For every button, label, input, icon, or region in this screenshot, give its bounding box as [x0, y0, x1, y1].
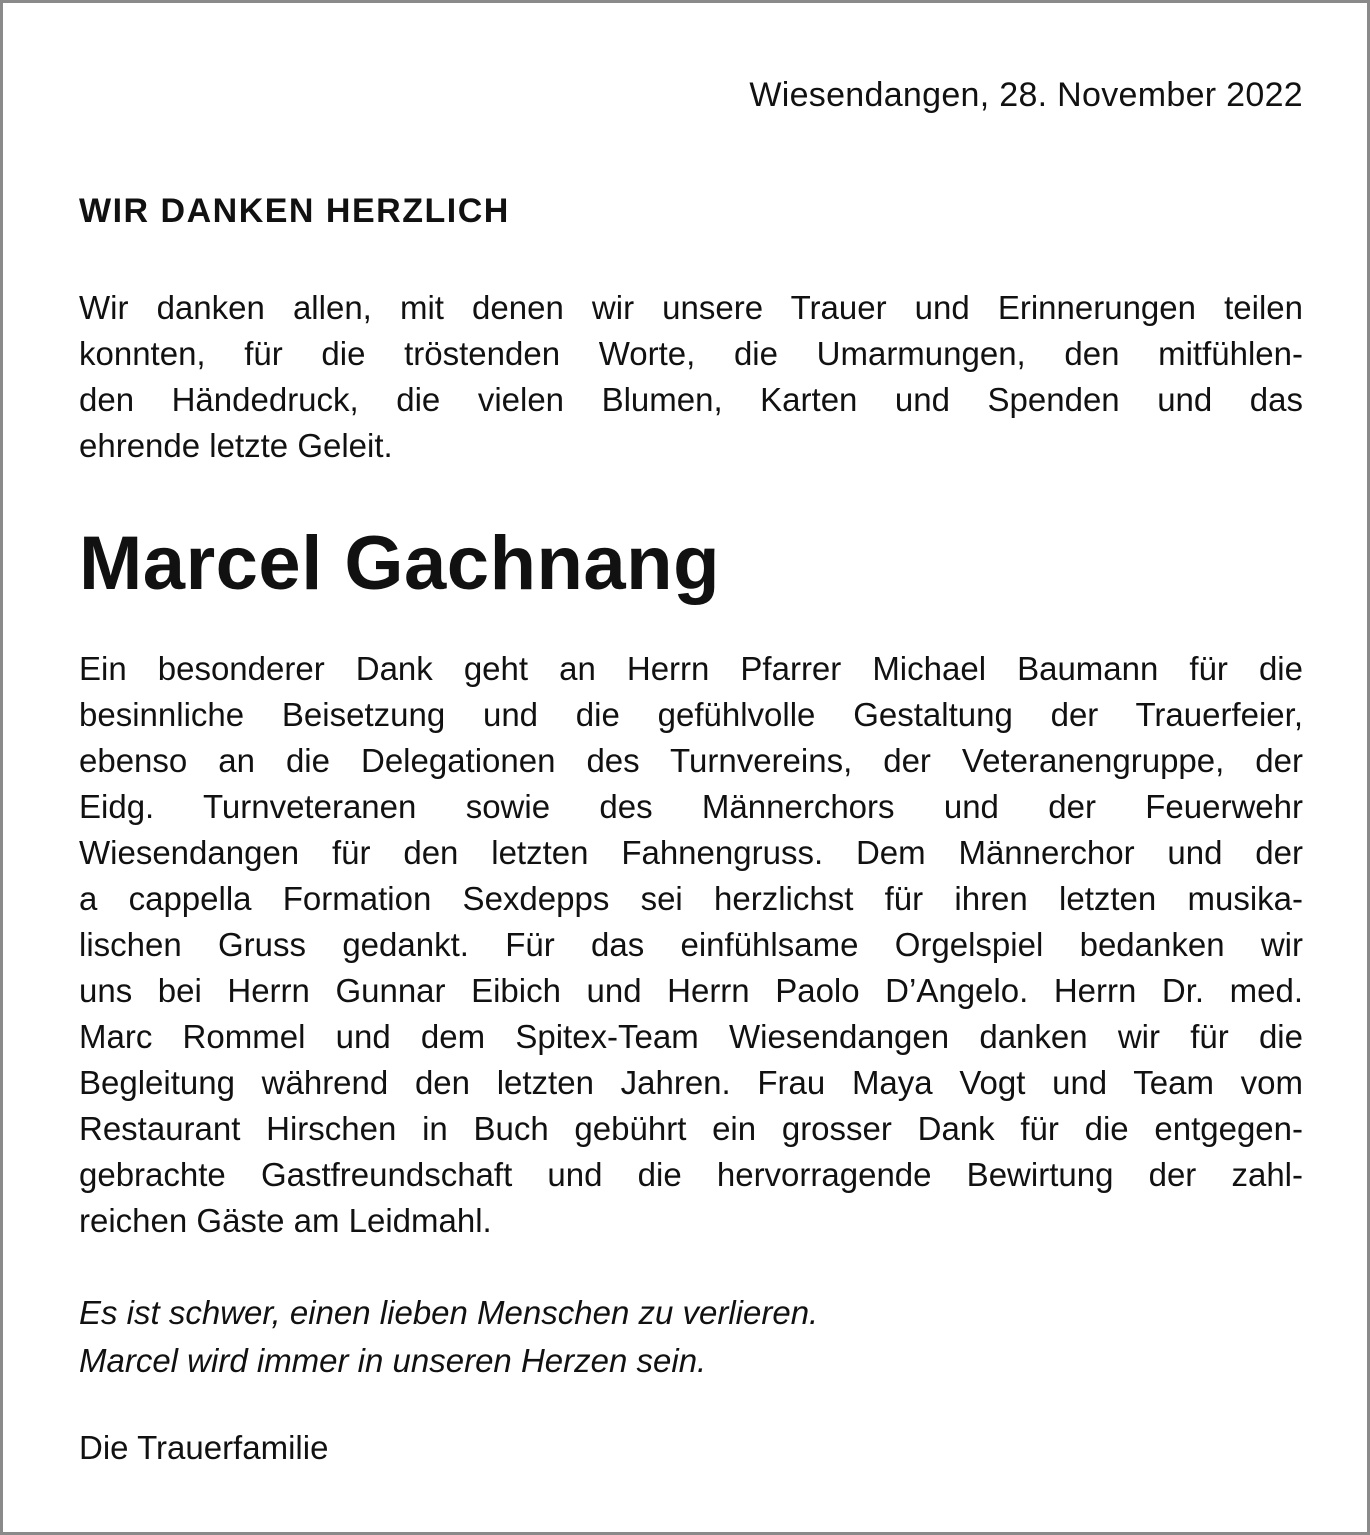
- thanks-line: Ein besonderer Dank geht an Herrn Pfarrer Michael Baumann für die: [79, 650, 1303, 687]
- thanks-line: Eidg. Turnveteranen sowie des Männerchors und der Feuerwehr: [79, 788, 1303, 825]
- intro-line: Wir danken allen, mit denen wir unsere Trauer und Erinnerungen teilen: [79, 289, 1303, 326]
- thanks-line: reichen Gäste am Leidmahl.: [79, 1202, 492, 1239]
- deceased-name: Marcel Gachnang: [79, 521, 721, 606]
- intro-line: den Händedruck, die vielen Blumen, Karten und Spenden und das: [79, 381, 1303, 418]
- intro-paragraph: [79, 285, 1303, 469]
- thanks-line: a cappella Formation Sexdepps sei herzlichst für ihren letzten musika-: [79, 880, 1303, 917]
- quote-line: Marcel wird immer in unseren Herzen sein.: [79, 1342, 707, 1379]
- notice-heading: WIR DANKEN HERZLICH: [79, 192, 510, 230]
- thanks-line: Wiesendangen für den letzten Fahnengruss. Dem Männerchor und der: [79, 834, 1303, 871]
- intro-line: konnten, für die tröstenden Worte, die Umarmungen, den mitfühlen-: [79, 335, 1303, 372]
- thanks-line: Restaurant Hirschen in Buch gebührt ein grosser Dank für die entgegen-: [79, 1110, 1303, 1147]
- thanks-line: uns bei Herrn Gunnar Eibich und Herrn Paolo D’Angelo. Herrn Dr. med.: [79, 972, 1303, 1009]
- thanks-line: besinnliche Beisetzung und die gefühlvolle Gestaltung der Trauerfeier,: [79, 696, 1303, 733]
- date-line: Wiesendangen, 28. November 2022: [749, 76, 1303, 114]
- thanks-paragraph: [79, 646, 1303, 1244]
- intro-line: ehrende letzte Geleit.: [79, 427, 393, 464]
- signature: Die Trauerfamilie: [79, 1429, 329, 1466]
- thanks-line: ebenso an die Delegationen des Turnvereins, der Veteranengruppe, der: [79, 742, 1303, 779]
- thanks-line: lischen Gruss gedankt. Für das einfühlsame Orgelspiel bedanken wir: [79, 926, 1303, 963]
- thanks-line: Begleitung während den letzten Jahren. Frau Maya Vogt und Team vom: [79, 1064, 1303, 1101]
- quote-line: Es ist schwer, einen lieben Menschen zu verlieren.: [79, 1294, 819, 1331]
- thanks-line: Marc Rommel und dem Spitex-Team Wiesendangen danken wir für die: [79, 1018, 1303, 1055]
- thanks-line: gebrachte Gastfreundschaft und die hervorragende Bewirtung der zahl-: [79, 1156, 1303, 1193]
- memorial-quote: [79, 1289, 818, 1385]
